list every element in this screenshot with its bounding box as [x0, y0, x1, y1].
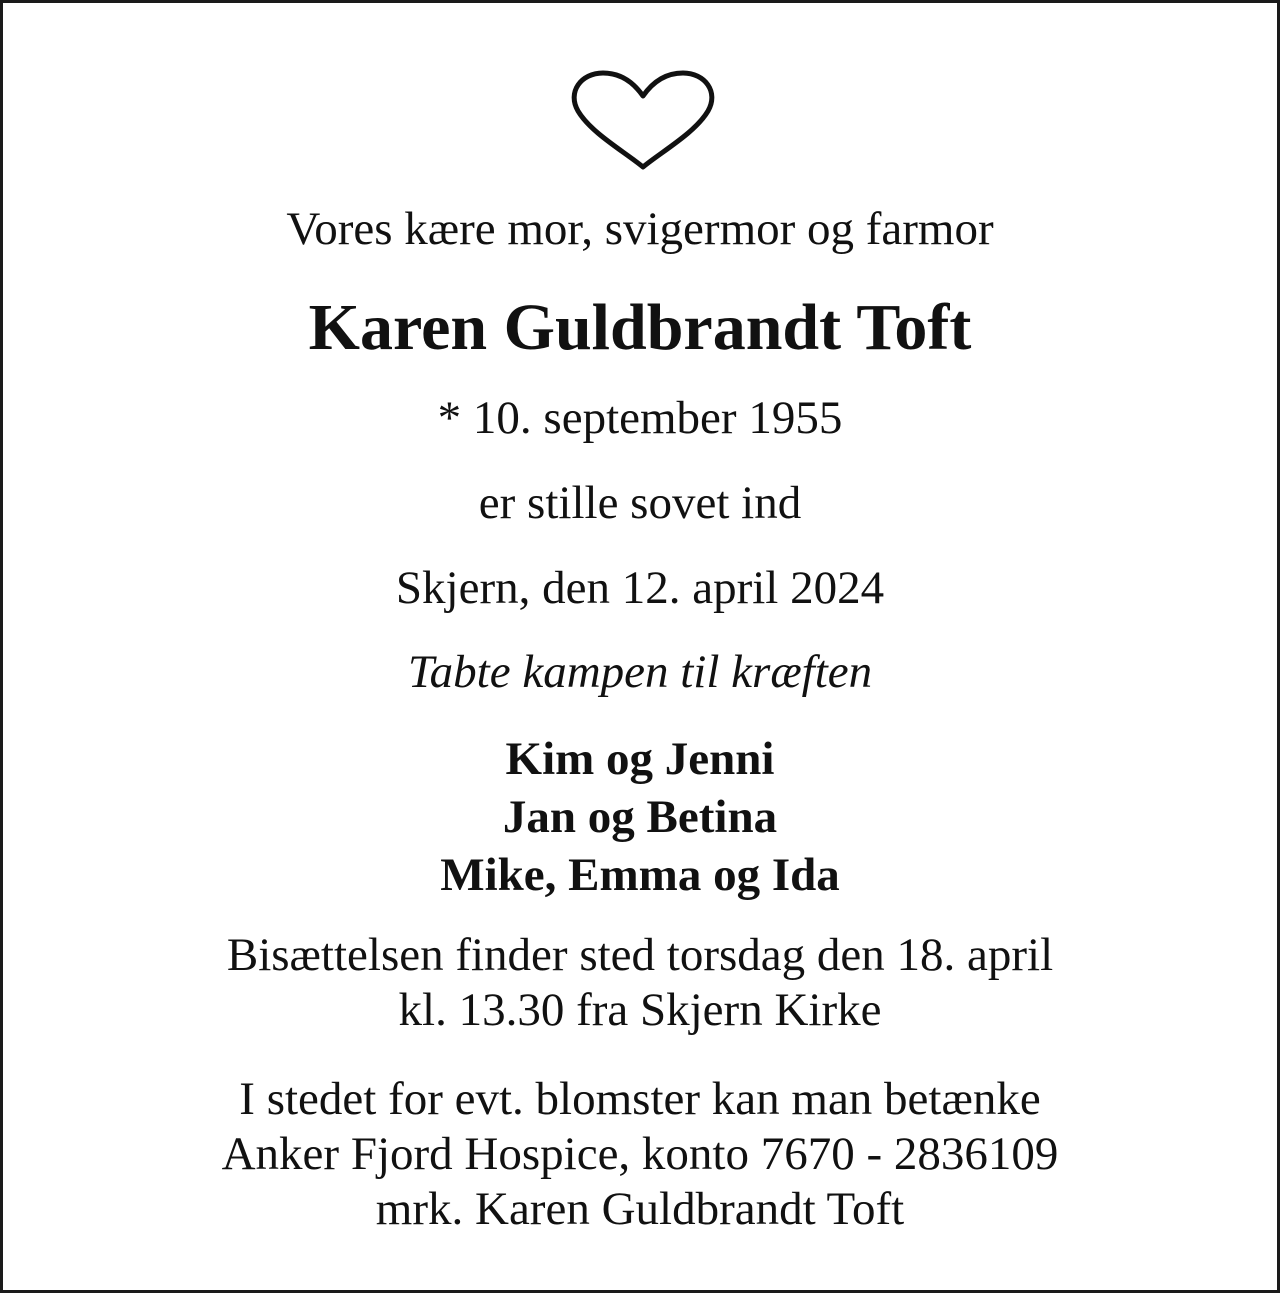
deceased-name: Karen Guldbrandt Toft: [308, 291, 972, 364]
intro-text: Vores kære mor, svigermor og farmor: [286, 203, 994, 255]
passing-text: er stille sovet ind: [478, 477, 802, 529]
donation-details: [3, 1072, 1277, 1237]
funeral-details: [3, 928, 1277, 1038]
funeral-line: Bisættelsen finder sted torsdag den 18. april: [226, 929, 1054, 981]
memorial-motto: Tabte kampen til kræften: [407, 646, 873, 698]
family-member-line: Mike, Emma og Ida: [440, 849, 840, 901]
donation-line: Anker Fjord Hospice, konto 7670 - 2836109: [221, 1128, 1059, 1180]
funeral-line: kl. 13.30 fra Skjern Kirke: [398, 984, 882, 1036]
family-member-line: Kim og Jenni: [505, 733, 775, 785]
donation-line: I stedet for evt. blomster kan man betænke: [239, 1073, 1041, 1125]
birth-date: * 10. september 1955: [437, 392, 843, 444]
family-list: [3, 730, 1277, 904]
place-and-date: Skjern, den 12. april 2024: [395, 562, 885, 614]
family-member-line: Jan og Betina: [502, 791, 778, 843]
heart-icon: [569, 68, 717, 170]
donation-line: mrk. Karen Guldbrandt Toft: [375, 1183, 905, 1235]
